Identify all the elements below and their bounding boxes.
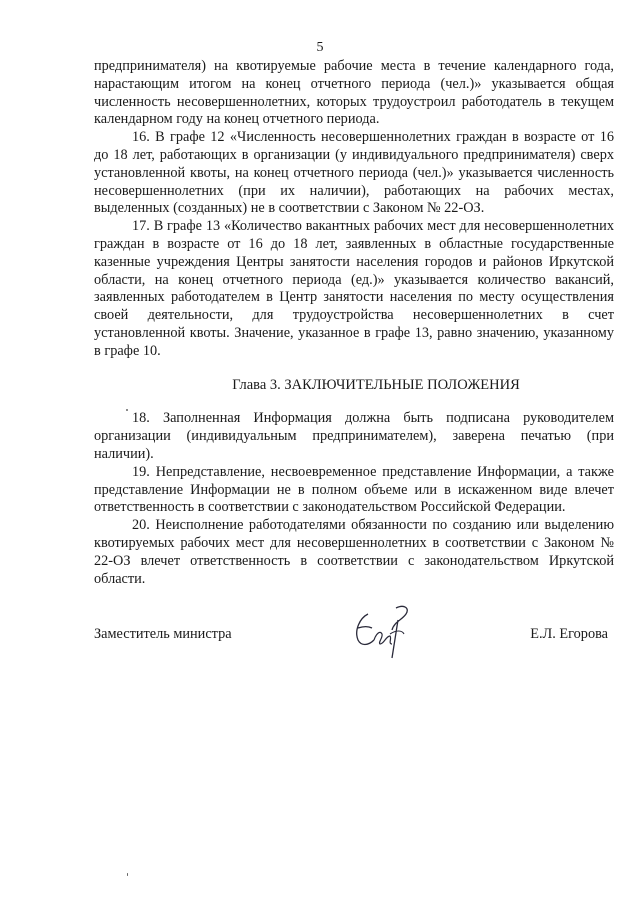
scan-speck <box>127 873 128 876</box>
paragraph-18: 18. Заполненная Информация должна быть подписана руководителем организации (индивидуальным предпринимателем), заверена печатью (при наличии). <box>94 410 614 462</box>
chapter-title: Глава 3. ЗАКЛЮЧИТЕЛЬНЫЕ ПОЛОЖЕНИЯ <box>232 376 520 393</box>
signatory-name: Е.Л. Егорова <box>530 626 608 642</box>
paragraph-16: 16. В графе 12 «Численность несовершеннолетних граждан в возрасте от 16 до 18 лет, работающих в организации (у индивидуального предпринимателя) сверх установленной квоты, на конец отчетного периода (чел.)» указывается численность несовершеннолетних (при их наличии), работающих на рабочих местах, выделенных (созданных) не в соответствии с Законом № 22-ОЗ. <box>94 129 614 217</box>
paragraph-17: 17. В графе 13 «Количество вакантных рабочих мест для несовершеннолетних граждан в возрасте от 16 до 18 лет, заявленных в областные государственные казенные учреждения Центры занятости населения городов и районов Иркутской области, на конец отчетного периода (ед.)» указывается количество вакансий, заявленных работодателем в Центр занятости населения по месту осуществления своей деятельности, для трудоустройства несовершеннолетних в счет установленной квоты. Значение, указанное в графе 13, равно значению, указанному в графе 10. <box>94 218 614 359</box>
paragraph-19: 19. Непредставление, несвоевременное представление Информации, а также представление Информации не в полном объеме или в искаженном виде влечет ответственность в соответствии с законодательством Российской Федерации. <box>94 463 614 516</box>
document-body <box>94 58 614 588</box>
paragraph-20: 20. Неисполнение работодателями обязанности по созданию или выделению квотируемых рабочих мест для несовершеннолетних в соответствии с Законом № 22-ОЗ влечет ответственность в соответствии с законодательством Иркутской области. <box>94 517 614 587</box>
signature-block <box>94 626 614 666</box>
scan-speck <box>126 409 128 411</box>
page-number: 5 <box>316 40 324 55</box>
signatory-title: Заместитель министра <box>94 626 232 642</box>
paragraph-15-continuation: предпринимателя) на квотируемые рабочие места в течение календарного года, нарастающим итогом на конец отчетного периода (чел.)» указывается общая численность несовершеннолетних, которых трудоустроил работодатель в текущем календарном году на конец отчетного периода. <box>94 58 614 128</box>
handwritten-signature <box>346 600 416 662</box>
